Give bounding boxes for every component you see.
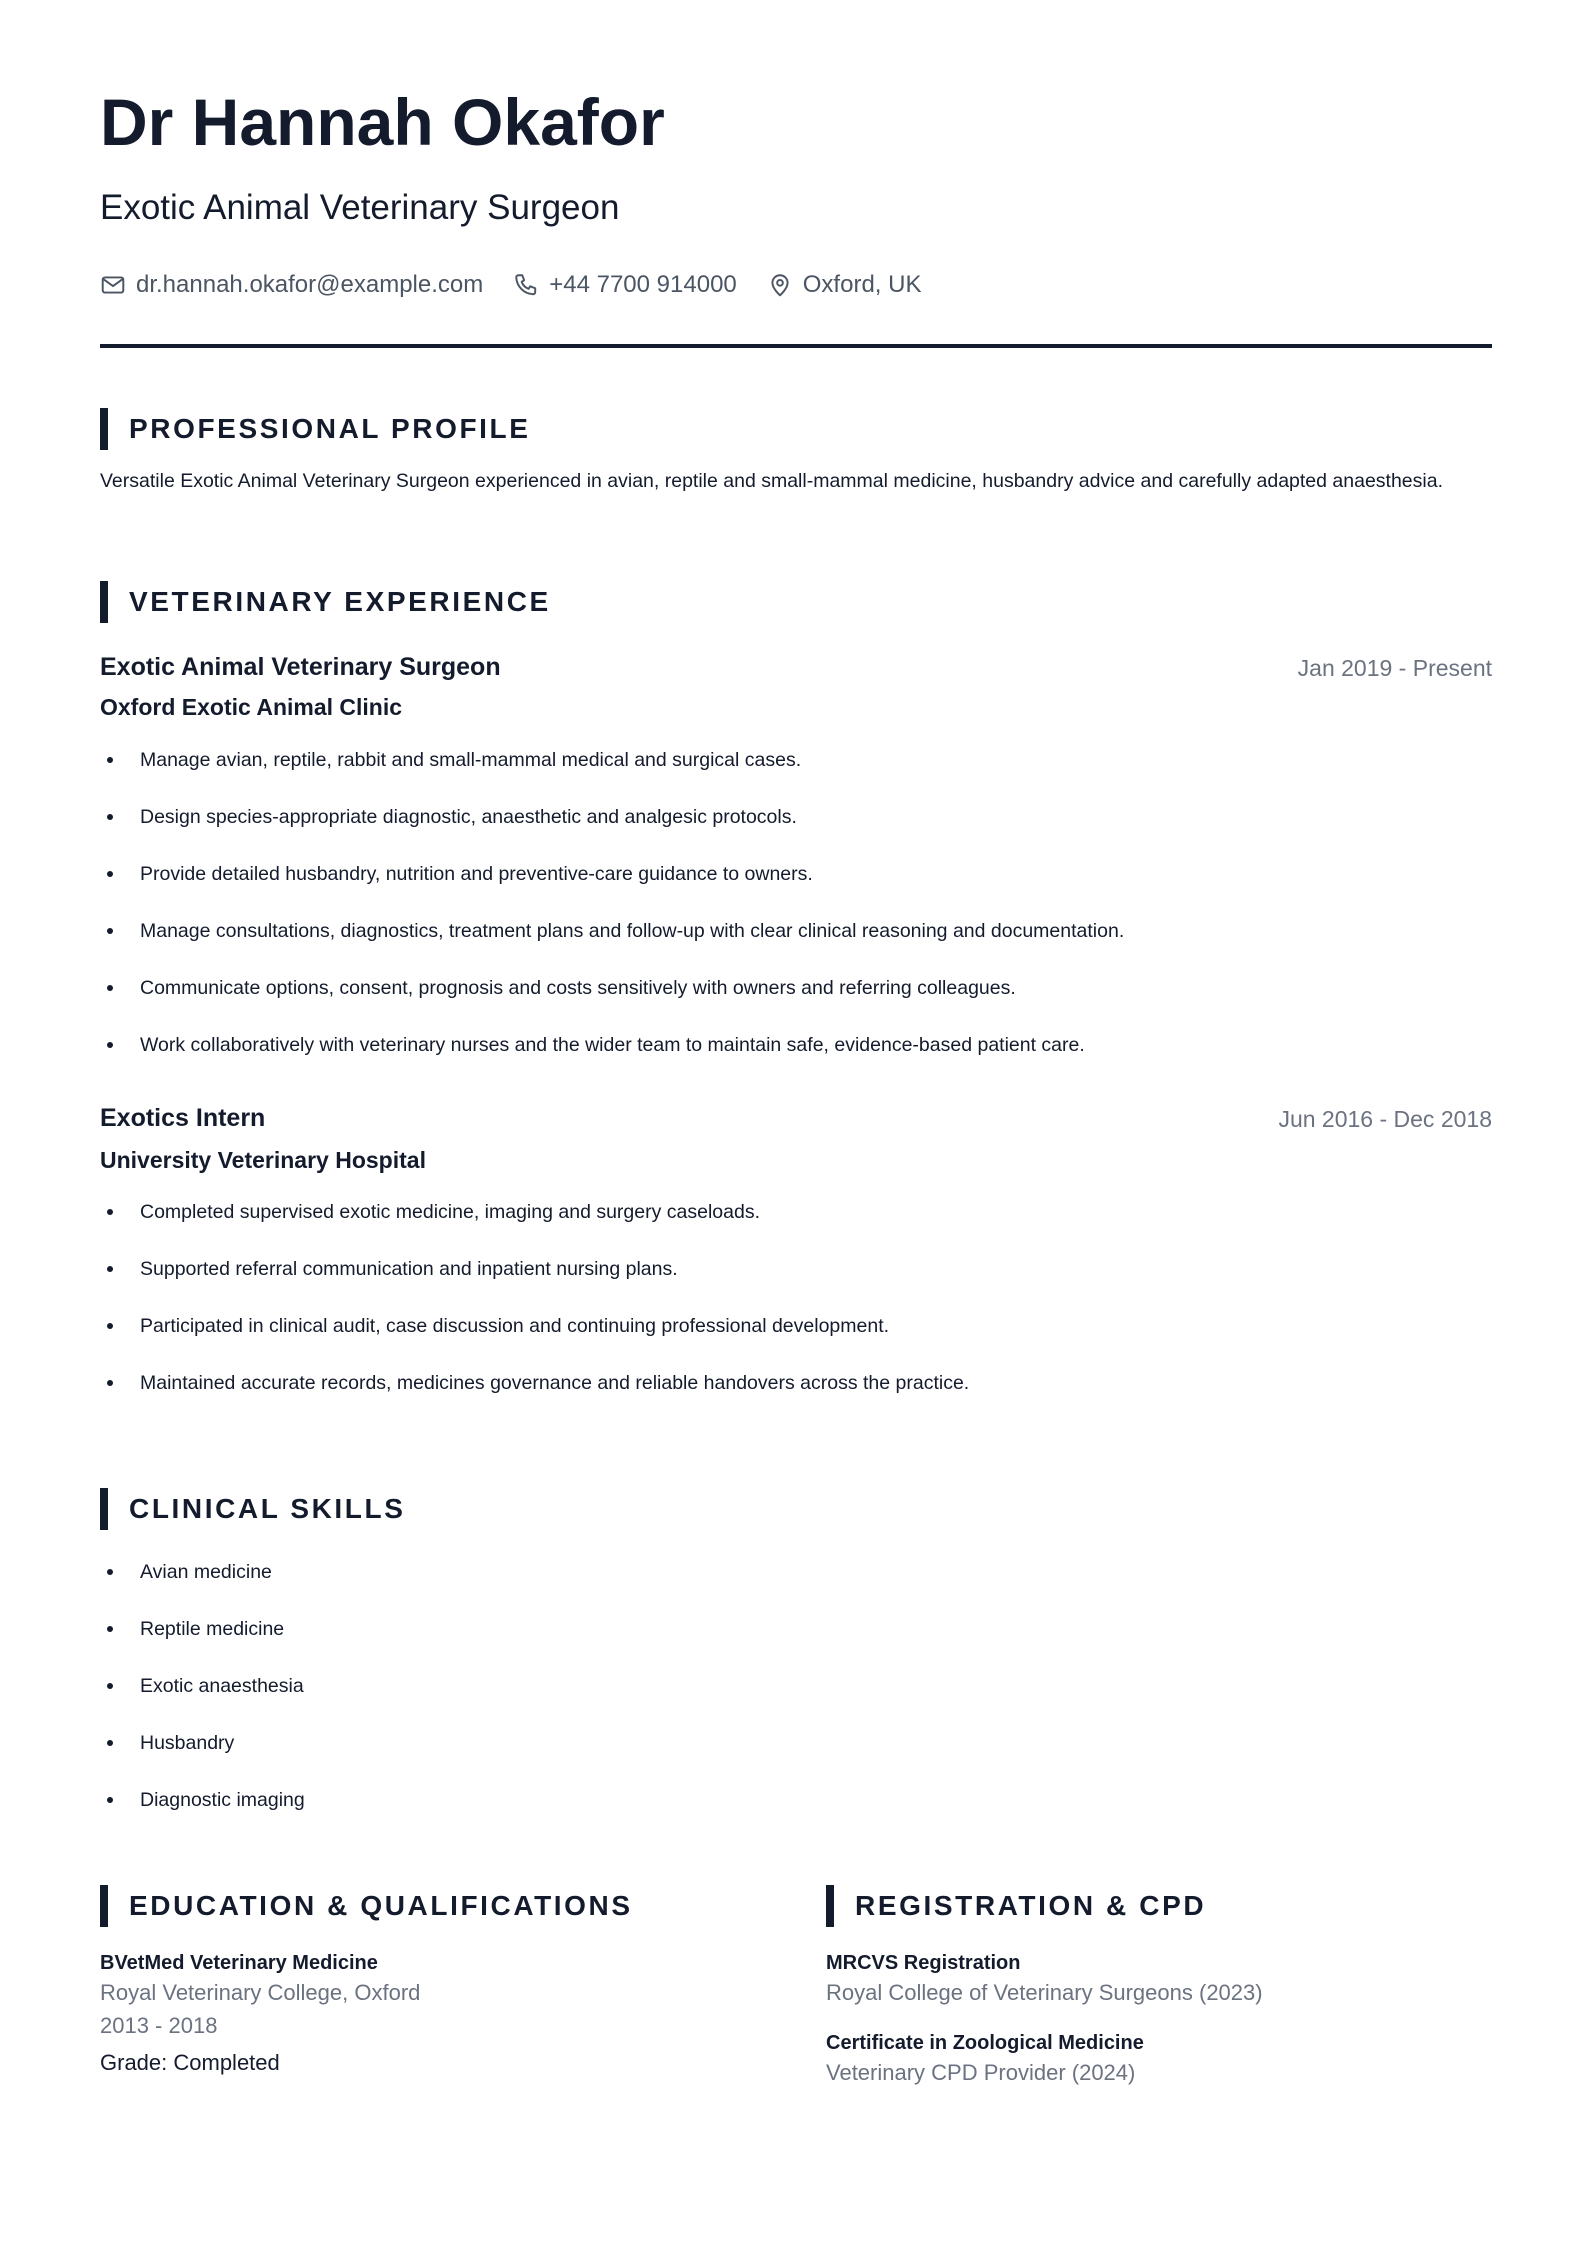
job-bullet-list bbox=[100, 748, 1492, 1090]
section-heading-profile bbox=[100, 408, 531, 450]
registration-title: MRCVS Registration bbox=[826, 1952, 1021, 1974]
phone-text: +44 7700 914000 bbox=[549, 271, 737, 298]
map-pin-icon bbox=[767, 272, 793, 298]
candidate-name: Dr Hannah Okafor bbox=[100, 85, 665, 159]
phone-icon bbox=[513, 272, 539, 298]
list-item: Exotic anaesthesia bbox=[100, 1674, 700, 1731]
location-text: Oxford, UK bbox=[802, 271, 922, 298]
job-title: Exotics Intern bbox=[100, 1104, 266, 1132]
list-item: Supported referral communication and inpatient nursing plans. bbox=[100, 1257, 1492, 1314]
section-heading-text: CLINICAL SKILLS bbox=[129, 1493, 406, 1524]
header-divider bbox=[100, 344, 1492, 348]
education-grade: Grade: Completed bbox=[100, 2050, 280, 2075]
section-heading-text: VETERINARY EXPERIENCE bbox=[129, 586, 551, 617]
institution: Royal Veterinary College, Oxford bbox=[100, 1980, 421, 2005]
registration-body: Royal College of Veterinary Surgeons (2023) bbox=[826, 1980, 1263, 2005]
job-dates: Jun 2016 - Dec 2018 bbox=[1278, 1106, 1492, 1132]
list-item: Manage consultations, diagnostics, treatment plans and follow-up with clear clinical reasoning and documentation. bbox=[100, 919, 1492, 976]
section-heading-skills bbox=[100, 1488, 405, 1530]
list-item: Avian medicine bbox=[100, 1560, 700, 1617]
job-bullet-list bbox=[100, 1200, 1492, 1428]
list-item: Completed supervised exotic medicine, imaging and surgery caseloads. bbox=[100, 1200, 1492, 1257]
list-item: Design species-appropriate diagnostic, anaesthetic and analgesic protocols. bbox=[100, 805, 1492, 862]
section-heading-registration bbox=[826, 1885, 1206, 1927]
list-item: Diagnostic imaging bbox=[100, 1788, 700, 1845]
list-item: Maintained accurate records, medicines governance and reliable handovers across the practice. bbox=[100, 1371, 1492, 1428]
list-item: Communicate options, consent, prognosis and costs sensitively with owners and referring colleagues. bbox=[100, 976, 1492, 1033]
job-organisation: University Veterinary Hospital bbox=[100, 1147, 426, 1173]
job-organisation: Oxford Exotic Animal Clinic bbox=[100, 694, 403, 720]
section-accent-bar bbox=[100, 1488, 108, 1530]
contact-email[interactable] bbox=[100, 271, 483, 299]
list-item: Work collaboratively with veterinary nurses and the wider team to maintain safe, evidence-based patient care. bbox=[100, 1033, 1492, 1090]
education-years: 2013 - 2018 bbox=[100, 2013, 218, 2038]
job-title: Exotic Animal Veterinary Surgeon bbox=[100, 653, 501, 681]
profile-summary: Versatile Exotic Animal Veterinary Surgeon experienced in avian, reptile and small-mammal medicine, husbandry advice and carefully adapted anaesthesia. bbox=[100, 470, 1443, 492]
section-accent-bar bbox=[826, 1885, 834, 1927]
list-item: Reptile medicine bbox=[100, 1617, 700, 1674]
contact-phone[interactable] bbox=[513, 271, 737, 299]
skills-list bbox=[100, 1560, 700, 1845]
section-accent-bar bbox=[100, 408, 108, 450]
section-accent-bar bbox=[100, 581, 108, 623]
list-item: Manage avian, reptile, rabbit and small-mammal medical and surgical cases. bbox=[100, 748, 1492, 805]
section-accent-bar bbox=[100, 1885, 108, 1927]
education-entry bbox=[100, 1950, 780, 2079]
job-dates: Jan 2019 - Present bbox=[1297, 655, 1492, 681]
registration-entry bbox=[826, 1950, 1492, 2009]
section-heading-experience bbox=[100, 581, 551, 623]
envelope-icon bbox=[100, 272, 126, 298]
degree-title: BVetMed Veterinary Medicine bbox=[100, 1952, 378, 1974]
list-item: Provide detailed husbandry, nutrition and preventive-care guidance to owners. bbox=[100, 862, 1492, 919]
contact-location bbox=[767, 271, 922, 299]
certificate-entry bbox=[826, 2030, 1492, 2089]
list-item: Husbandry bbox=[100, 1731, 700, 1788]
certificate-title: Certificate in Zoological Medicine bbox=[826, 2032, 1144, 2054]
email-text: dr.hannah.okafor@example.com bbox=[136, 271, 484, 298]
section-heading-text: EDUCATION & QUALIFICATIONS bbox=[129, 1890, 633, 1921]
contact-row bbox=[100, 271, 951, 299]
candidate-headline: Exotic Animal Veterinary Surgeon bbox=[100, 188, 620, 227]
certificate-provider: Veterinary CPD Provider (2024) bbox=[826, 2060, 1136, 2085]
section-heading-education bbox=[100, 1885, 633, 1927]
section-heading-text: REGISTRATION & CPD bbox=[855, 1890, 1207, 1921]
list-item: Participated in clinical audit, case discussion and continuing professional development. bbox=[100, 1314, 1492, 1371]
section-heading-text: PROFESSIONAL PROFILE bbox=[129, 413, 531, 444]
